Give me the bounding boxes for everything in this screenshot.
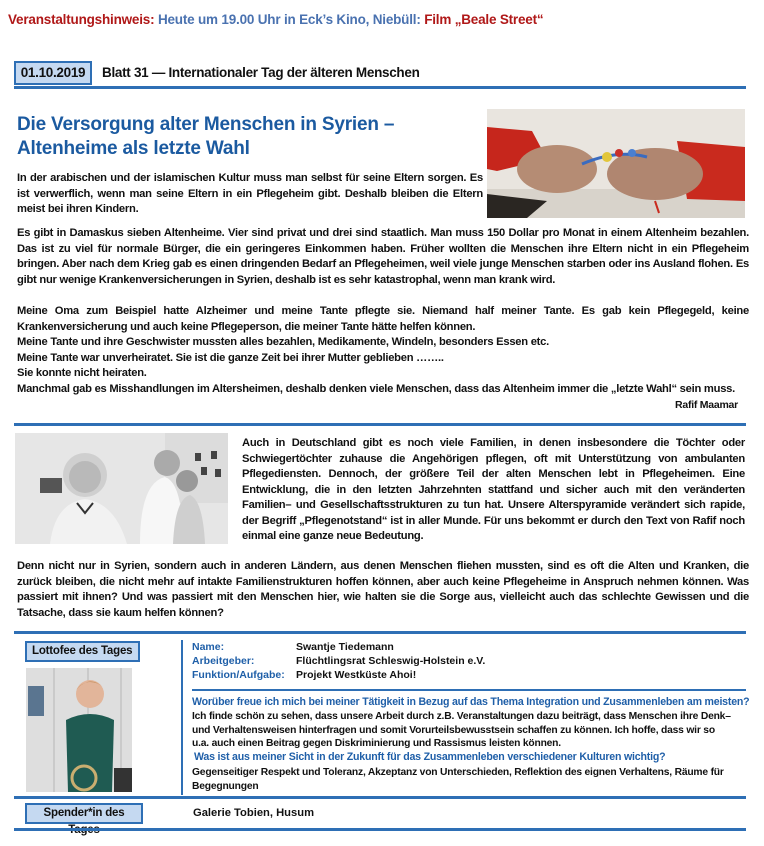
sponsor-value: Galerie Tobien, Husum (193, 807, 315, 819)
sheet-title: Blatt 31 — Internationaler Tag der älteren Menschen (102, 65, 420, 80)
employer-value: Flüchtlingsrat Schleswig-Holstein e.V. (296, 655, 486, 667)
paragraph-3-line: Manchmal gab es Misshandlungen im Altersheimen, deshalb denken viele Menschen, dass das Altenheim immer die „letzte Wahl“ sein muss. (17, 382, 736, 395)
elderly-care-photo (15, 433, 228, 544)
header-divider (14, 86, 746, 89)
profile-row-employer (192, 654, 742, 668)
event-notice-label: Veranstaltungshinweis: (8, 12, 155, 27)
lottofee-question-1: Worüber freue ich mich bei meiner Tätigkeit in Bezug auf das Thema Integration und Zusammenleben am meisten? (192, 696, 750, 708)
lottofee-portrait-image (26, 668, 132, 792)
profile-row-role (192, 668, 742, 682)
footer-divider (14, 828, 746, 831)
knitting-hands-image (487, 109, 745, 218)
lottofee-profile (192, 640, 742, 682)
event-notice-text: Heute um 19.00 Uhr in Eck’s Kino, Niebüll: (157, 12, 421, 27)
section-divider (14, 423, 746, 426)
role-value: Projekt Westküste Ahoi! (296, 669, 417, 681)
name-value: Swantje Tiedemann (296, 641, 394, 653)
commentary-paragraph-1: Auch in Deutschland gibt es noch viele Familien, in denen insbesondere die Töchter oder Schwiegertöchter zuhause die Angehörigen pflegen, oft mit Unterstützung von ambulanten Pflegediensten. Dennoch, der größere Teil der alten Menschen lebt in Pflegeheimen. Eine Entwicklung, die in den letzten Jahrzehnten stattfand und sicher auch mit den veränderten Familien– und Gesellschaftsstrukturen zu tun hat. Unsere Alterspyramide verändert sich rapide, der Begriff „Pflegenotstand“ ist in aller Munde. Für uns bekommt er durch den Text von Rafif noch einmal eine ganze neue Bedeutung. (242, 437, 745, 542)
lottofee-label: Lottofee des Tages (25, 641, 140, 662)
date-badge: 01.10.2019 (14, 61, 92, 85)
sponsor-top-divider (14, 796, 746, 799)
lottofee-vertical-rule (181, 640, 183, 795)
article-author: Rafif Maamar (675, 399, 738, 411)
sponsor-label: Spender*in des (25, 803, 143, 824)
lottofee-question-2: Was ist aus meiner Sicht in der Zukunft für das Zusammenleben verschiedener Kulturen wichtig? (194, 751, 666, 763)
article-paragraph-2: Es gibt in Damaskus sieben Altenheime. Vier sind privat und drei sind staatlich. Man muss 150 Dollar pro Monat in einem Altenheim bezahlen. Das ist zu viel für normale Bürger, die ein geringeres Einkommen haben. Früher wollten die Menschen ihre Eltern nicht in ein Pflegeheim bringen. Aber nach dem Krieg gab es einen dringenden Bedarf an Pflegeheimen, weil viele junge Menschen starben oder ins Ausland flohen. Es gibt nur wenige Krankenversicherungen in Syrien, deshalb ist es sehr katastrophal, wenn man krank wird. (17, 227, 749, 286)
lottofee-answer-2: Gegenseitiger Respekt und Toleranz, Akzeptanz von Unterschieden, Reflektion des eignen Verhaltens, Räume für Begegnungen (192, 767, 724, 792)
headline-line-2: Altenheime als letzte Wahl (17, 138, 250, 159)
paragraph-3-line: Meine Tante war unverheiratet. Sie ist die ganze Zeit bei ihrer Mutter geblieben …….. (17, 351, 444, 364)
lottofee-photo (26, 668, 132, 792)
event-notice (8, 12, 543, 27)
article-paragraph-3 (17, 304, 749, 397)
lottofee-answer-1: Ich finde schön zu sehen, dass unsere Arbeit durch z.B. Veranstaltungen dazu beiträgt, dass Menschen ihre Denk– und Verhaltensweisen hinterfragen und somit Vorurteilsbewusstsein schaffen zu können. Ich hoffe, dass wir so u.a. auch einen Beitrag gegen Diskriminierung und Rassismus leisten können. (192, 711, 731, 749)
employer-key: Arbeitgeber: (192, 655, 255, 667)
name-key: Name: (192, 641, 225, 653)
lottofee-top-divider (14, 631, 746, 634)
paragraph-3-line: Meine Oma zum Beispiel hatte Alzheimer und meine Tante pflegte sie. Niemand half meiner Tante. Es gab kein Pflegegeld, keine Krankenversicherung und auch keine Pflegeperson, die meiner Tante hätte helfen können. (17, 305, 749, 333)
event-notice-film: Film „Beale Street“ (424, 12, 544, 27)
paragraph-3-line: Meine Tante und ihre Geschwister mussten alles bezahlen, Medikamente, Windeln, besonders Essen etc. (17, 336, 549, 348)
profile-divider (192, 689, 746, 691)
paragraph-3-line: Sie konnte nicht heiraten. (17, 367, 147, 379)
headline-line-1: Die Versorgung alter Menschen in Syrien – (17, 114, 395, 135)
article-headline (17, 113, 487, 161)
commentary-paragraph-2: Denn nicht nur in Syrien, sondern auch in anderen Ländern, aus denen Menschen fliehen mussten, sind es oft die Alten und Kranken, die zurück bleiben, die nicht mehr auf intakte Familienstrukturen hoffen können, aber auch keine Pflegeheime in Anspruch nehmen können. Was passiert mit ihnen? Und was passiert mit den Menschen hier, wie halten sie die Sorge aus, vielleicht auch das schlechte Gewissen und die Tatsache, dass sie kaum helfen können? (17, 560, 749, 619)
article-intro: In der arabischen und der islamischen Kultur muss man selbst für seine Eltern sorgen. Es ist verwerflich, wenn man seine Eltern in ein Pflegeheim gibt. Deshalb bleiben die Eltern meist bei ihren Kindern. (17, 172, 483, 215)
profile-row-name (192, 640, 742, 654)
elderly-care-image (15, 433, 228, 544)
role-key: Funktion/Aufgabe: (192, 669, 285, 681)
knitting-hands-photo (487, 109, 745, 218)
